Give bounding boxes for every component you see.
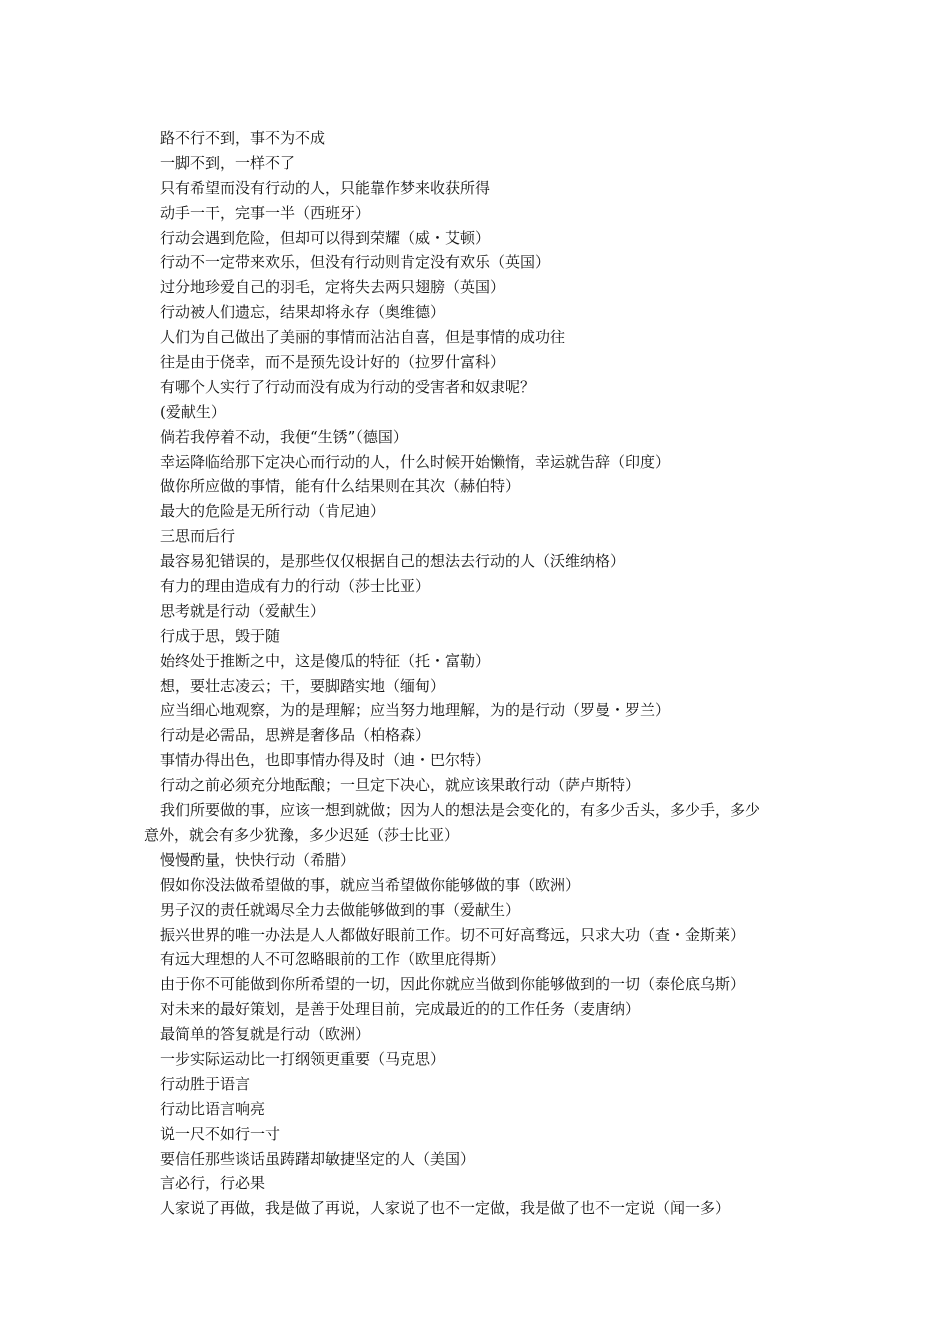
text-line: 行动比语言响亮	[160, 1099, 266, 1118]
text-line: 行动是必需品，思辨是奢侈品（柏格森）	[160, 726, 431, 745]
text-line: 往是由于侥幸，而不是预先设计好的（拉罗什富科）	[160, 353, 506, 372]
text-line: 慢慢酌量，快快行动（希腊）	[160, 850, 356, 869]
text-line: 男子汉的责任就竭尽全力去做能够做到的事（爱献生）	[160, 900, 521, 919]
text-line: 只有希望而没有行动的人，只能靠作梦来收获所得	[160, 178, 491, 197]
text-line: 假如你没法做希望做的事，就应当希望做你能够做的事（欧洲）	[160, 875, 581, 894]
text-line: 想，要壮志凌云；干，要脚踏实地（缅甸）	[160, 676, 446, 695]
text-line: 有远大理想的人不可忽略眼前的工作（欧里庇得斯）	[160, 950, 506, 969]
text-line: 行动之前必须充分地酝酿；一旦定下决心，就应该果敢行动（萨卢斯特）	[160, 776, 641, 795]
text-line: 行动会遇到危险，但却可以得到荣耀（威・艾顿）	[160, 228, 491, 247]
text-line: 倘若我停着不动，我便“生锈”（德国）	[160, 427, 408, 446]
text-line: 有力的理由造成有力的行动（莎士比亚）	[160, 577, 431, 596]
text-line: 由于你不可能做到你所希望的一切，因此你就应当做到你能够做到的一切（泰伦底乌斯）	[160, 975, 746, 994]
text-line: 行动胜于语言	[160, 1074, 251, 1093]
text-line: 动手一干，完事一半（西班牙）	[160, 203, 371, 222]
text-line: 行成于思，毁于随	[160, 626, 281, 645]
text-line: 一脚不到，一样不了	[160, 153, 296, 172]
text-line: 做你所应做的事情，能有什么结果则在其次（赫伯特）	[160, 477, 521, 496]
text-line: 三思而后行	[160, 527, 236, 546]
quote-list	[144, 126, 824, 1221]
text-line: 思考就是行动（爱献生）	[160, 601, 326, 620]
text-line: 意外，就会有多少犹豫，多少迟延（莎士比亚）	[144, 825, 460, 844]
text-line: 最大的危险是无所行动（肯尼迪）	[160, 502, 386, 521]
text-line: 过分地珍爱自己的羽毛，定将失去两只翅膀（英国）	[160, 278, 506, 297]
text-line: 人家说了再做，我是做了再说，人家说了也不一定做，我是做了也不一定说（闻一多）	[160, 1199, 731, 1218]
text-line: 行动被人们遗忘，结果却将永存（奥维德）	[160, 303, 446, 322]
text-line: 行动不一定带来欢乐，但没有行动则肯定没有欢乐（英国）	[160, 253, 551, 272]
text-line: 最简单的答复就是行动（欧洲）	[160, 1025, 371, 1044]
text-line: (爱献生）	[160, 402, 226, 421]
text-line: 事情办得出色，也即事情办得及时（迪・巴尔特）	[160, 751, 491, 770]
text-line: 幸运降临给那下定决心而行动的人，什么时候开始懒惰，幸运就告辞（印度）	[160, 452, 671, 471]
text-line: 说一尺不如行一寸	[160, 1124, 281, 1143]
text-line: 要信任那些谈话虽踌躇却敏捷坚定的人（美国）	[160, 1149, 476, 1168]
text-line: 言必行，行必果	[160, 1174, 266, 1193]
text-line: 一步实际运动比一打纲领更重要（马克思）	[160, 1049, 446, 1068]
text-line: 始终处于推断之中，这是傻瓜的特征（托・富勒）	[160, 651, 491, 670]
text-line: 人们为自己做出了美丽的事情而沾沾自喜，但是事情的成功往	[160, 328, 566, 347]
text-line: 我们所要做的事，应该一想到就做；因为人的想法是会变化的，有多少舌头，多少手，多少	[160, 801, 761, 820]
text-line: 最容易犯错误的，是那些仅仅根据自己的想法去行动的人（沃维纳格）	[160, 552, 626, 571]
text-line: 路不行不到，事不为不成	[160, 129, 326, 147]
text-line: 对未来的最好策划，是善于处理目前，完成最近的的工作任务（麦唐纳）	[160, 1000, 641, 1019]
text-line: 有哪个人实行了行动而没有成为行动的受害者和奴隶呢？	[160, 377, 536, 396]
text-line: 应当细心地观察，为的是理解；应当努力地理解，为的是行动（罗曼・罗兰）	[160, 701, 671, 720]
text-line: 振兴世界的唯一办法是人人都做好眼前工作。切不可好高骛远，只求大功（查・金斯莱）	[160, 925, 746, 944]
